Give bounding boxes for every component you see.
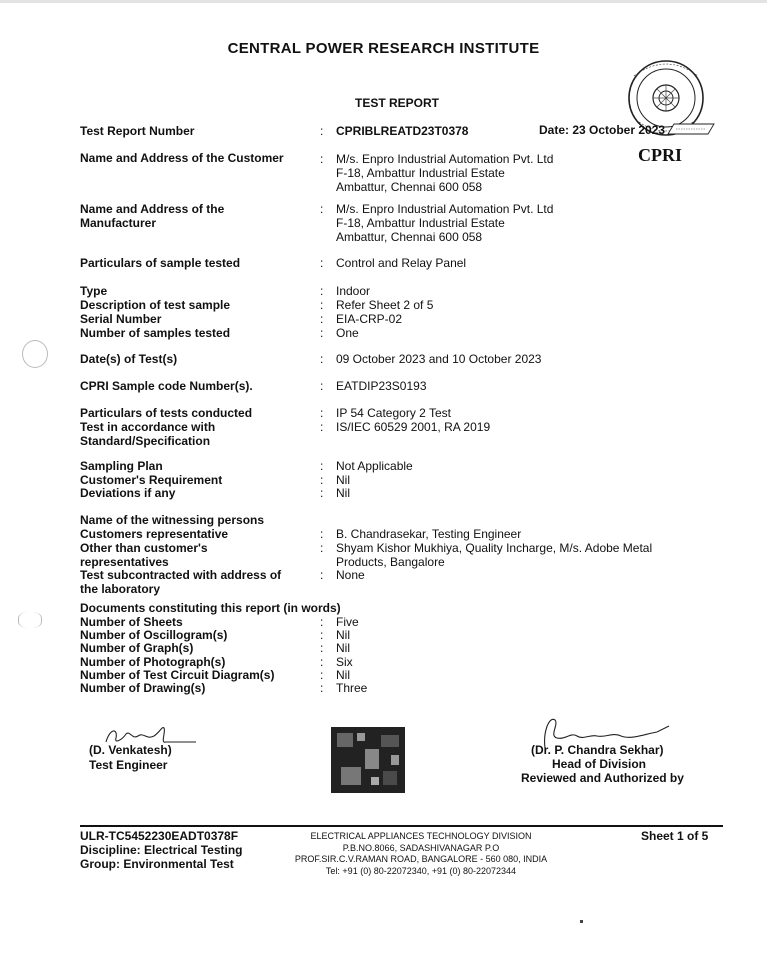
- serial-label: Serial Number: [80, 312, 162, 326]
- cpri-seal-label: CPRI: [638, 145, 682, 165]
- documents-heading: Documents constituting this report (in words): [80, 601, 341, 615]
- colon: :: [320, 681, 324, 695]
- report-date: Date: 23 October 2023: [539, 123, 666, 137]
- report-title: TEST REPORT: [355, 96, 440, 110]
- footer-divider: [80, 825, 723, 827]
- customers-rep-label: Customers representative: [80, 527, 229, 541]
- colon: :: [320, 298, 324, 312]
- test-engineer-name: (D. Venkatesh): [89, 743, 172, 757]
- manufacturer-address: M/s. Enpro Industrial Automation Pvt. Ltd F-18, Ambattur Industrial Estate Ambattur, Chennai 600 058: [336, 202, 554, 244]
- colon: :: [320, 326, 324, 340]
- oscillograms-value: Nil: [336, 628, 350, 642]
- colon: :: [320, 406, 324, 420]
- colon: :: [320, 615, 324, 629]
- particulars-sample-value: Control and Relay Panel: [336, 256, 467, 270]
- drawings-value: Three: [336, 681, 368, 695]
- customer-label: Name and Address of the Customer: [80, 151, 284, 165]
- particulars-tests-value: IP 54 Category 2 Test: [336, 406, 451, 420]
- description-value: Refer Sheet 2 of 5: [336, 298, 434, 312]
- particulars-tests-label: Particulars of tests conducted: [80, 406, 253, 420]
- colon: :: [320, 152, 324, 166]
- drawings-label: Number of Drawing(s): [80, 681, 206, 695]
- report-number-value: CPRIBLREATD23T0378: [336, 124, 469, 138]
- ulr-number: ULR-TC5452230EADT0378F: [80, 829, 239, 843]
- scan-edge: [0, 0, 767, 3]
- colon: :: [320, 473, 324, 487]
- colon: :: [320, 641, 324, 655]
- customer-req-label: Customer's Requirement: [80, 473, 223, 487]
- other-rep-value: Shyam Kishor Mukhiya, Quality Incharge, M/s. Adobe Metal Products, Bangalore: [336, 541, 653, 569]
- reviewed-authorized-label: Reviewed and Authorized by: [521, 771, 684, 785]
- description-label: Description of test sample: [80, 298, 231, 312]
- footer-left: [80, 829, 243, 871]
- colon: :: [320, 284, 324, 298]
- sampling-plan-value: Not Applicable: [336, 459, 413, 473]
- colon: :: [320, 486, 324, 500]
- graphs-label: Number of Graph(s): [80, 641, 194, 655]
- sheet-number: Sheet 1 of 5: [641, 829, 709, 843]
- dates-value: 09 October 2023 and 10 October 2023: [336, 352, 542, 366]
- security-qr-code-icon: [331, 727, 405, 793]
- test-engineer-role: Test Engineer: [89, 758, 168, 772]
- witness-heading: Name of the witnessing persons: [80, 513, 265, 527]
- colon: :: [320, 628, 324, 642]
- serial-value: EIA-CRP-02: [336, 312, 403, 326]
- other-rep-label: Other than customer's representatives: [80, 541, 208, 569]
- colon: :: [320, 541, 324, 555]
- num-samples-label: Number of samples tested: [80, 326, 231, 340]
- photographs-label: Number of Photograph(s): [80, 655, 226, 669]
- sample-code-value: EATDIP23S0193: [336, 379, 427, 393]
- sample-code-label: CPRI Sample code Number(s).: [80, 379, 253, 393]
- num-samples-value: One: [336, 326, 359, 340]
- subcontracted-value: None: [336, 568, 365, 582]
- group: Group: Environmental Test: [80, 857, 234, 871]
- deviations-label: Deviations if any: [80, 486, 176, 500]
- colon: :: [320, 568, 324, 582]
- colon: :: [320, 668, 324, 682]
- sheets-value: Five: [336, 615, 359, 629]
- head-of-division-name: (Dr. P. Chandra Sekhar): [531, 743, 664, 757]
- customer-address: M/s. Enpro Industrial Automation Pvt. Ltd F-18, Ambattur Industrial Estate Ambattur, Chennai 600 058: [336, 152, 554, 194]
- colon: :: [320, 527, 324, 541]
- particulars-sample-label: Particulars of sample tested: [80, 256, 241, 270]
- dates-label: Date(s) of Test(s): [80, 352, 178, 366]
- customer-req-value: Nil: [336, 473, 350, 487]
- colon: :: [320, 202, 324, 216]
- graphs-value: Nil: [336, 641, 350, 655]
- colon: :: [320, 655, 324, 669]
- customers-rep-value: B. Chandrasekar, Testing Engineer: [336, 527, 522, 541]
- type-value: Indoor: [336, 284, 371, 298]
- discipline: Discipline: Electrical Testing: [80, 843, 243, 857]
- manufacturer-label: Name and Address of the Manufacturer: [80, 202, 225, 230]
- head-of-division-role: Head of Division: [552, 757, 647, 771]
- type-label: Type: [80, 284, 108, 298]
- colon: :: [320, 256, 324, 270]
- colon: :: [320, 459, 324, 473]
- footer-address: ELECTRICAL APPLIANCES TECHNOLOGY DIVISION P.B.NO.8066, SADASHIVANAGAR P.O PROF.SIR.C.V.RAMAN ROAD, BANGALORE - 560 080, INDIA Tel: +91 (0) 80-22072340, +91 (0) 80-22072344: [294, 831, 548, 876]
- circuit-diagrams-value: Nil: [336, 668, 350, 682]
- institute-name: CENTRAL POWER RESEARCH INSTITUTE: [227, 40, 540, 57]
- colon: :: [320, 352, 324, 366]
- oscillograms-label: Number of Oscillogram(s): [80, 628, 228, 642]
- punch-hole-mark: [22, 340, 48, 368]
- scan-speck: [580, 920, 583, 923]
- colon: :: [320, 420, 324, 434]
- deviations-value: Nil: [336, 486, 350, 500]
- sampling-plan-label: Sampling Plan: [80, 459, 163, 473]
- punch-hole-mark: [18, 612, 42, 628]
- standard-value: IS/IEC 60529 2001, RA 2019: [336, 420, 491, 434]
- subcontracted-label: Test subcontracted with address of the laboratory: [80, 568, 282, 596]
- sheets-label: Number of Sheets: [80, 615, 183, 629]
- colon: :: [320, 124, 324, 138]
- photographs-value: Six: [336, 655, 353, 669]
- standard-label: Test in accordance with Standard/Specification: [80, 420, 216, 448]
- report-number-label: Test Report Number: [80, 124, 195, 138]
- colon: :: [320, 379, 324, 393]
- circuit-diagrams-label: Number of Test Circuit Diagram(s): [80, 668, 275, 682]
- colon: :: [320, 312, 324, 326]
